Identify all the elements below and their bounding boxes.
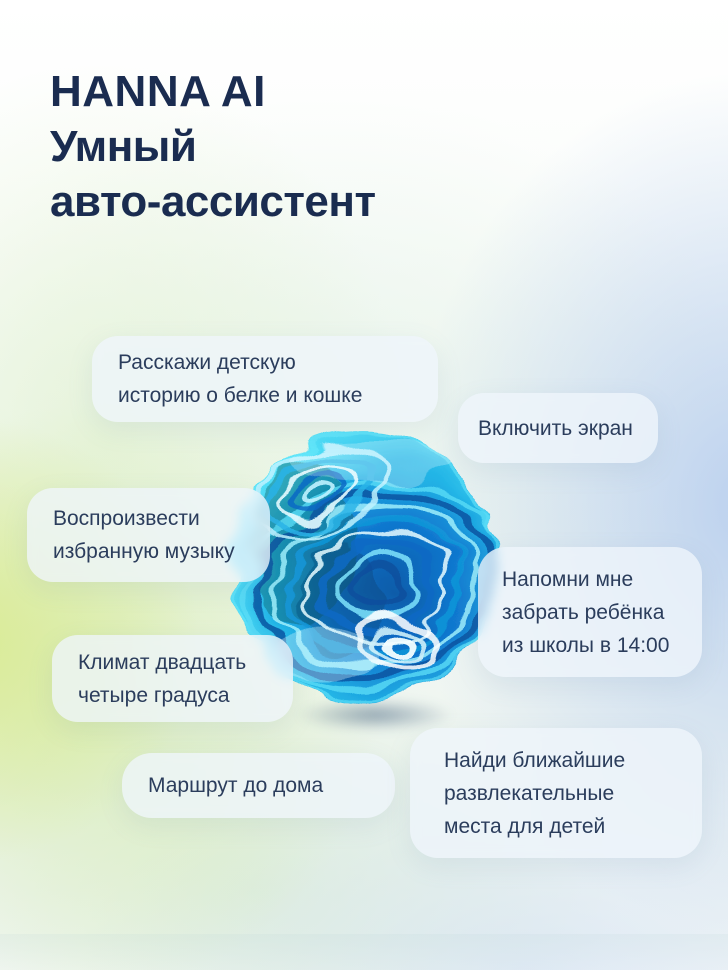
bubble-reminder-line-3: из школы в 14:00: [502, 633, 670, 657]
bubble-screen: [458, 393, 658, 463]
bubble-music-line-1: Воспроизвести: [53, 507, 200, 530]
bubble-reminder-line-2: забрать ребёнка: [502, 600, 665, 624]
bubble-climate-line-1: Климат двадцать: [78, 650, 247, 674]
bubble-places-line-2: развлекательные: [444, 781, 615, 805]
bubble-climate-line-2: четыре градуса: [78, 683, 230, 707]
bubble-places-line-1: Найди ближайшие: [444, 748, 626, 772]
bubble-route: [122, 753, 395, 818]
bubble-reminder-line-1: Напомни мне: [502, 567, 634, 591]
bubble-screen-line-1: Включить экран: [478, 416, 633, 440]
bubble-places: [410, 728, 702, 858]
bubble-reminder: [478, 547, 702, 677]
subtitle-line-1: Умный: [50, 122, 197, 171]
brand-name: HANNA AI: [50, 67, 266, 116]
bubble-places-line-3: места для детей: [444, 814, 606, 838]
bubble-route-line-1: Маршрут до дома: [148, 774, 324, 797]
bubble-climate: [52, 635, 293, 722]
bubble-music-line-2: избранную музыку: [53, 540, 235, 563]
bubble-story-line-1: Расскажи детскую: [118, 351, 296, 374]
bubble-story-line-2: историю о белке и кошке: [118, 384, 363, 407]
bubble-music: [27, 488, 270, 582]
page-title: [50, 64, 376, 229]
bubble-story: [92, 336, 438, 422]
subtitle-line-2: авто-ассистент: [50, 177, 376, 226]
